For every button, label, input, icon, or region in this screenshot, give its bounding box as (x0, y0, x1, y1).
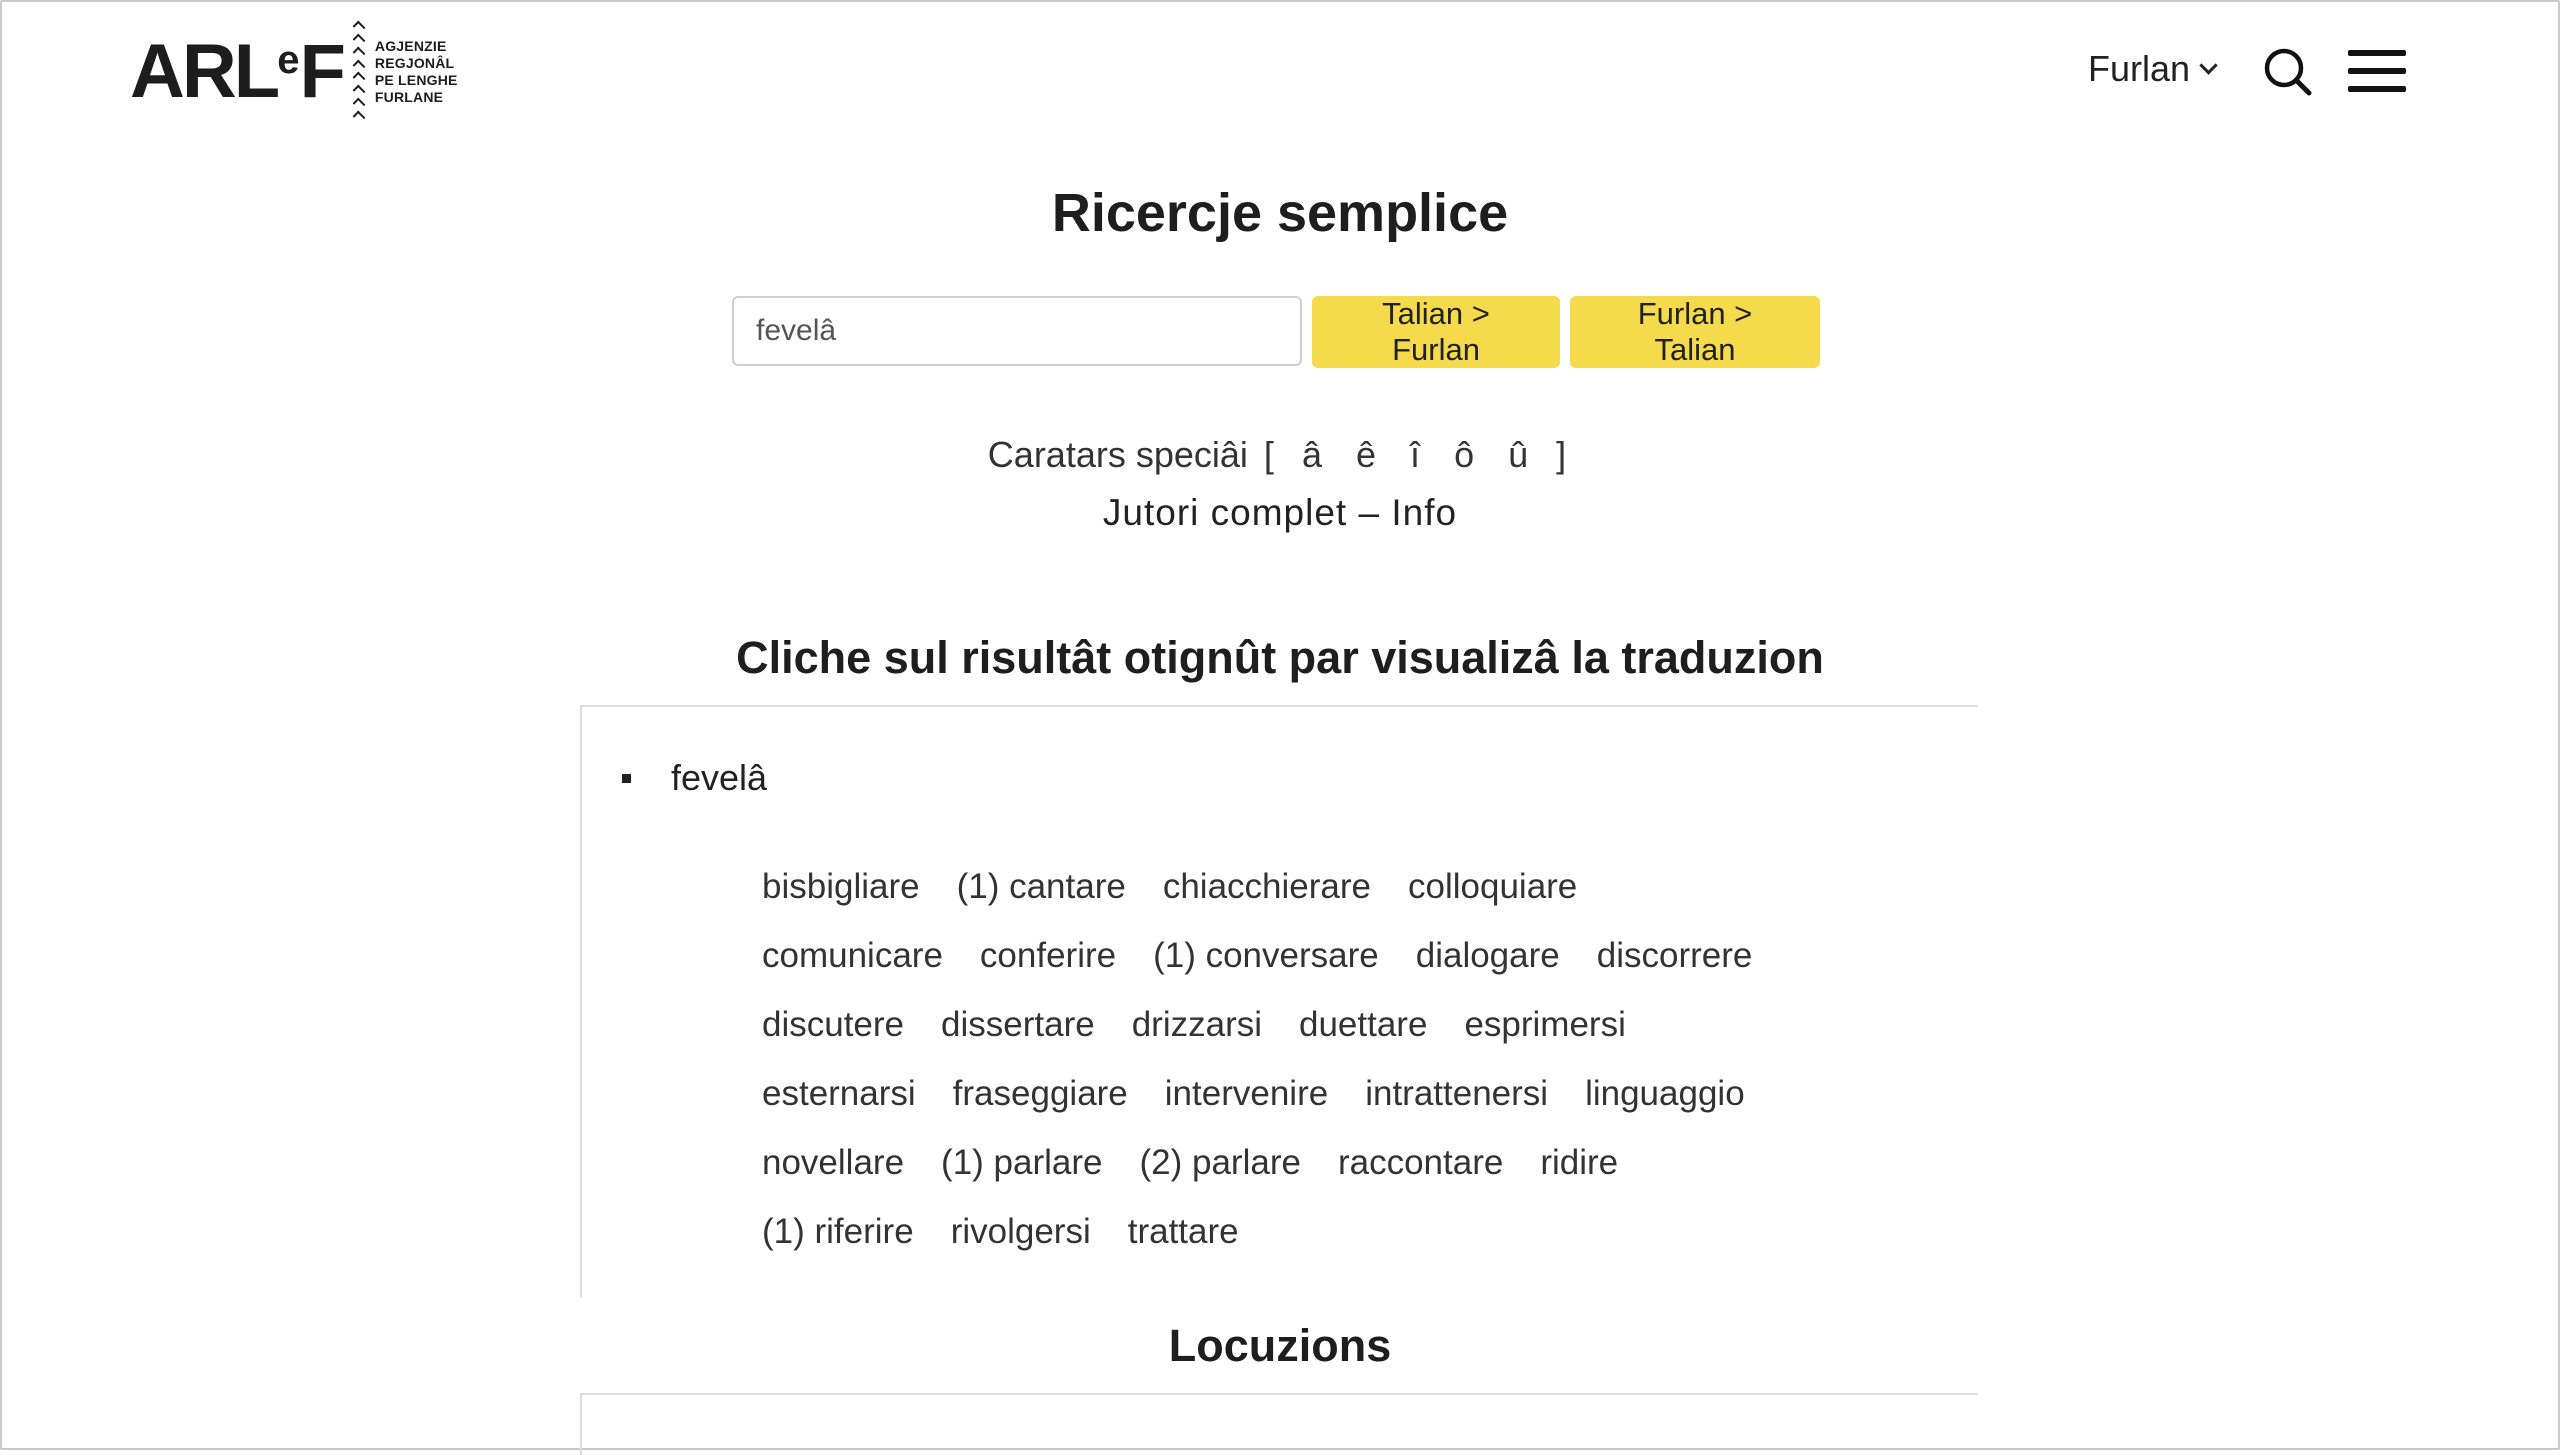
bullet-icon (622, 774, 631, 783)
bracket-open: [ (1263, 434, 1274, 475)
translation-link[interactable]: ridire (1540, 1142, 1619, 1182)
translation-link[interactable]: intrattenersi (1365, 1073, 1549, 1113)
translation-link[interactable]: raccontare (1337, 1142, 1504, 1182)
special-char-button[interactable]: â (1301, 434, 1322, 475)
friulian-to-italian-button[interactable]: Furlan > Talian (1570, 296, 1820, 368)
italian-to-friulian-button[interactable]: Talian > Furlan (1312, 296, 1560, 368)
translation-row (762, 921, 1862, 990)
special-characters (0, 434, 2560, 476)
translation-link[interactable]: discorrere (1596, 935, 1753, 975)
translation-link[interactable]: conferire (979, 935, 1117, 975)
search-input[interactable] (732, 296, 1302, 366)
translation-row (762, 990, 1862, 1059)
logo-line: FURLANE (374, 89, 444, 105)
translation-link[interactable]: discutere (762, 1004, 905, 1044)
translation-link[interactable]: esternarsi (762, 1073, 916, 1113)
translation-link[interactable]: chiacchierare (1162, 866, 1371, 906)
menu-icon[interactable] (2348, 50, 2406, 92)
results-title: Cliche sul risultât otignût par visualizâ la traduzion (736, 632, 1824, 683)
help-links (0, 492, 2560, 534)
translation-link[interactable]: duettare (1299, 1004, 1428, 1044)
translation-row (762, 1128, 1862, 1197)
special-char-button[interactable]: î (1410, 434, 1421, 475)
result-entry[interactable] (622, 757, 767, 799)
full-help-link[interactable]: Jutori complet (1102, 492, 1348, 533)
translation-link[interactable]: (1) cantare (956, 866, 1126, 906)
search-bar (732, 296, 1820, 368)
language-selector[interactable] (2088, 48, 2215, 90)
translation-row (762, 852, 1862, 921)
info-link[interactable]: Info (1391, 492, 1458, 533)
translation-link[interactable]: fraseggiare (952, 1073, 1128, 1113)
logo-mark (130, 29, 343, 114)
translation-link[interactable]: drizzarsi (1131, 1004, 1262, 1044)
special-characters-label: Caratars speciâi (987, 434, 1248, 475)
results-panel (580, 705, 1978, 1297)
special-char-button[interactable]: ê (1356, 434, 1377, 475)
chevron-down-icon (2199, 56, 2217, 74)
arlef-logo[interactable] (130, 22, 458, 122)
page-title: Ricercje semplice (1051, 183, 1509, 243)
translation-link[interactable]: rivolgersi (950, 1211, 1091, 1251)
translation-link[interactable]: dialogare (1415, 935, 1560, 975)
translation-link[interactable]: dissertare (941, 1004, 1095, 1044)
special-char-button[interactable]: ô (1454, 434, 1475, 475)
translations-list (762, 852, 1862, 1266)
logo-mark-text: ARL (130, 29, 278, 114)
logo-line: AGJENZIE (374, 38, 447, 54)
logo-line: REGJONÂL (374, 55, 455, 71)
translation-link[interactable]: (1) conversare (1153, 935, 1379, 975)
locutions-title: Locuzions (1168, 1320, 1392, 1371)
logo-mark-sup: e (277, 38, 300, 82)
special-char-button[interactable]: û (1508, 434, 1529, 475)
translation-link[interactable]: esprimersi (1464, 1004, 1626, 1044)
translation-link[interactable]: (1) riferire (762, 1211, 914, 1251)
translation-link[interactable]: comunicare (762, 935, 943, 975)
logo-text (375, 38, 458, 106)
logo-line: PE LENGHE (374, 72, 458, 88)
translation-link[interactable]: trattare (1127, 1211, 1239, 1251)
locutions-panel (580, 1393, 1978, 1455)
translation-link[interactable]: colloquiare (1408, 866, 1578, 906)
result-entry-label: fevelâ (671, 757, 768, 798)
translation-link[interactable]: bisbigliare (762, 866, 920, 906)
translation-link[interactable]: intervenire (1164, 1073, 1329, 1113)
translation-link[interactable]: (2) parlare (1139, 1142, 1301, 1182)
translation-row (762, 1059, 1862, 1128)
translation-link[interactable]: novellare (762, 1142, 905, 1182)
translation-link[interactable]: linguaggio (1585, 1073, 1745, 1113)
search-icon[interactable] (2264, 48, 2312, 96)
translation-row (762, 1197, 1862, 1266)
help-separator: – (1358, 492, 1381, 533)
bracket-close: ] (1556, 434, 1567, 475)
translation-link[interactable]: (1) parlare (941, 1142, 1103, 1182)
logo-arrow-separator (351, 23, 367, 121)
language-label: Furlan (2088, 48, 2191, 89)
logo-mark-end: F (299, 29, 343, 114)
